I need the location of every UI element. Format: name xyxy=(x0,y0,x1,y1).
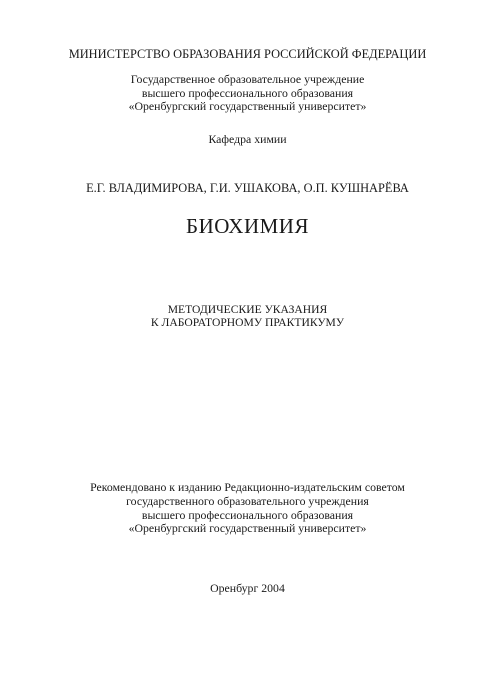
institution-line-1: Государственное образовательное учреждение xyxy=(130,72,365,86)
department-name: Кафедра химии xyxy=(208,132,287,146)
institution-line-2: высшего профессионального образования xyxy=(141,86,354,100)
authors-list: Е.Г. ВЛАДИМИРОВА, Г.И. УШАКОВА, О.П. КУШНАРЁВА xyxy=(86,181,409,195)
subtitle-line-1: МЕТОДИЧЕСКИЕ УКАЗАНИЯ xyxy=(167,303,328,316)
ministry-heading: МИНИСТЕРСТВО ОБРАЗОВАНИЯ РОССИЙСКОЙ ФЕДЕРАЦИИ xyxy=(68,47,427,61)
recommendation-line-4: «Оренбургский государственный университет» xyxy=(128,521,367,535)
recommendation-line-1: Рекомендовано к изданию Редакционно-издательским советом xyxy=(90,480,405,494)
city-year: Оренбург 2004 xyxy=(210,581,285,595)
recommendation-line-2: государственного образовательного учреждения xyxy=(126,494,369,508)
institution-line-3: «Оренбургский государственный университет» xyxy=(128,99,367,113)
subtitle-line-2: К ЛАБОРАТОРНОМУ ПРАКТИКУМУ xyxy=(150,316,345,329)
document-title: БИОХИМИЯ xyxy=(186,214,309,238)
recommendation-line-3: высшего профессионального образования xyxy=(141,508,354,522)
